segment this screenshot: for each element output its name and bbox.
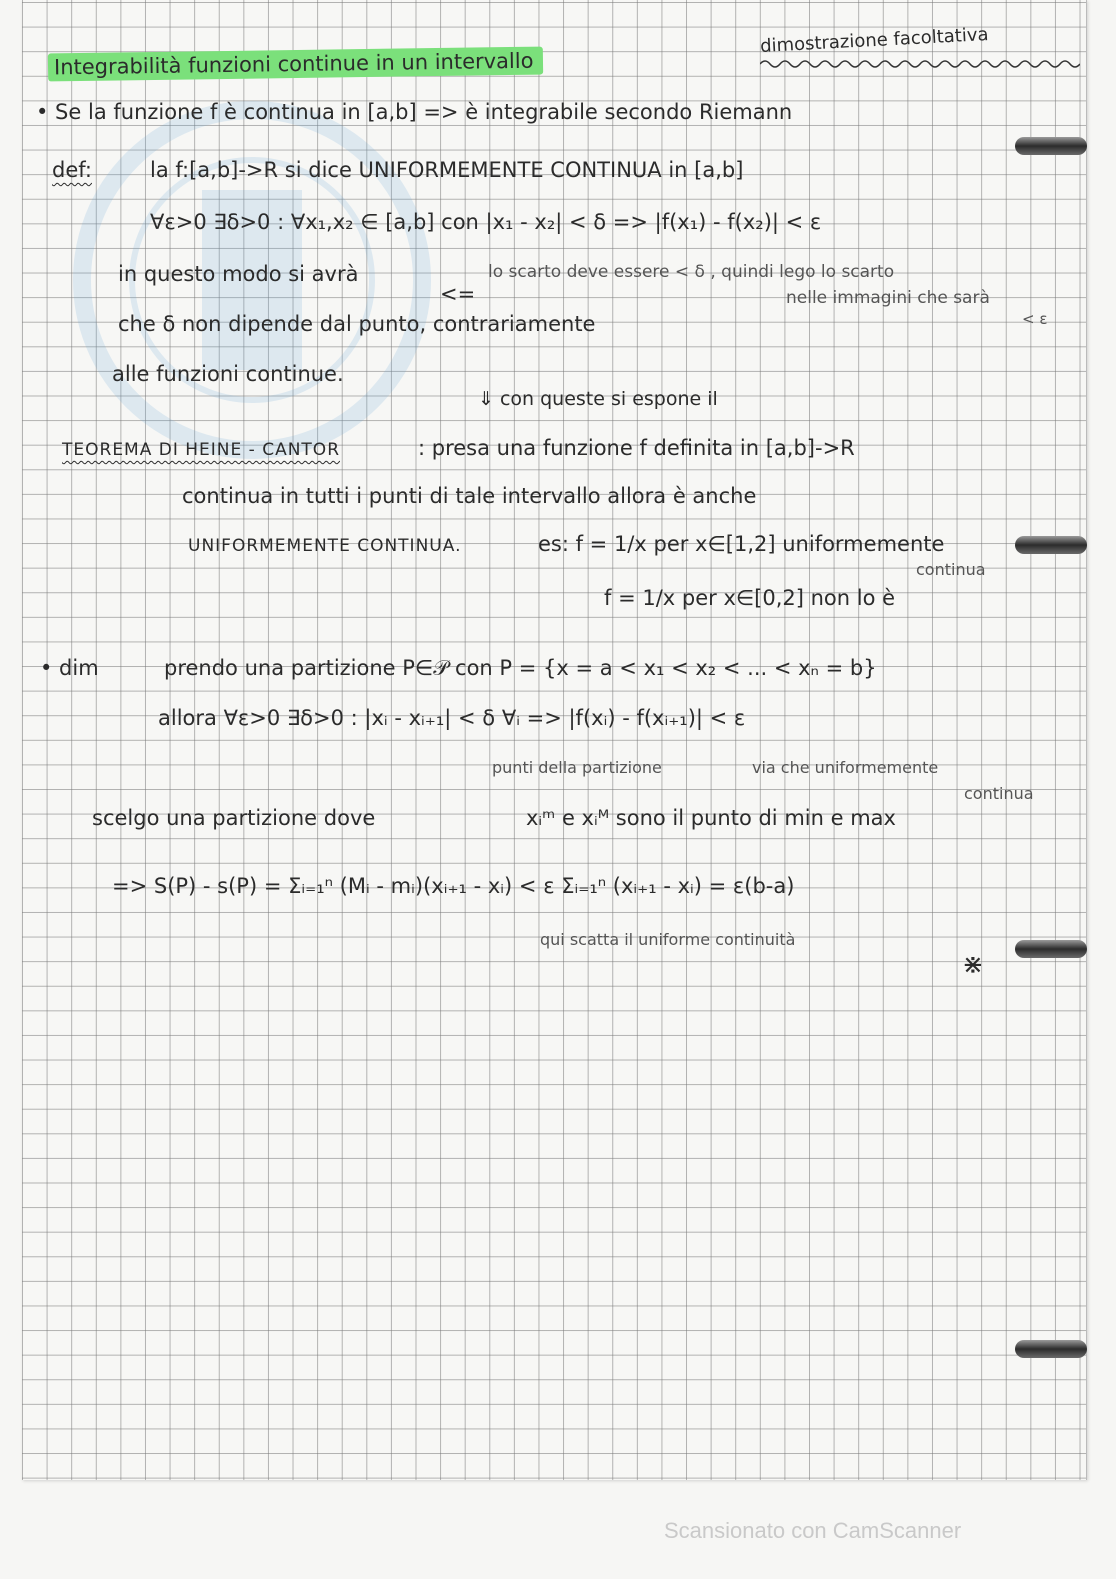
definition-line: la f:[a,b]->R si dice UNIFORMEMENTE CONTINUA in [a,b]: [150, 158, 744, 182]
proof-line: allora ∀ε>0 ∃δ>0 : |xᵢ - xᵢ₊₁| < δ ∀ᵢ => |f(xᵢ) - f(xᵢ₊₁)| < ε: [158, 706, 746, 730]
wavy-underline: [760, 58, 1080, 70]
binder-ring: [1015, 536, 1087, 554]
annotation-line: lo scarto deve essere < δ , quindi lego lo scarto: [488, 262, 895, 282]
definition-formula: ∀ε>0 ∃δ>0 : ∀x₁,x₂ ∈ [a,b] con |x₁ - x₂| < δ => |f(x₁) - f(x₂)| < ε: [150, 210, 822, 234]
note-line: in questo modo si avrà: [118, 262, 359, 286]
example-line: continua: [916, 560, 986, 579]
theorem-line: continua in tutti i punti di tale intervallo allora è anche: [182, 484, 757, 508]
proof-line: prendo una partizione P∈𝒫 con P = {x = a < x₁ < x₂ < ... < xₙ = b}: [164, 656, 877, 680]
page-title: Integrabilità funzioni continue in un intervallo: [48, 47, 544, 82]
note-line: alle funzioni continue.: [112, 362, 344, 386]
annotation-line: via che uniformemente: [752, 758, 939, 777]
annotation-line: nelle immagini che sarà: [786, 288, 990, 308]
binder-ring: [1015, 137, 1087, 155]
theorem-line: : presa una funzione f definita in [a,b]->R: [418, 436, 855, 460]
note-line: ⇓ con queste si espone il: [478, 388, 718, 410]
example-line: es: f = 1/x per x∈[1,2] uniformemente: [538, 532, 945, 556]
example-line: f = 1/x per x∈[0,2] non lo è: [604, 586, 896, 610]
annotation-line: continua: [964, 784, 1034, 803]
implies-arrow: <=: [440, 282, 476, 306]
proof-formula: => S(P) - s(P) = Σᵢ₌₁ⁿ (Mᵢ - mᵢ)(xᵢ₊₁ - xᵢ) < ε Σᵢ₌₁ⁿ (xᵢ₊₁ - xᵢ) = ε(b-a): [112, 874, 795, 898]
binder-ring: [1015, 940, 1087, 958]
binder-ring: [1015, 1340, 1087, 1358]
theorem-line: UNIFORMEMENTE CONTINUA.: [188, 536, 462, 556]
annotation-line: punti della partizione: [492, 758, 662, 777]
note-line: che δ non dipende dal punto, contrariamente: [118, 312, 596, 336]
proof-line: scelgo una partizione dove: [92, 806, 376, 830]
theorem-title: TEOREMA DI HEINE - CANTOR: [62, 440, 340, 460]
end-of-proof-mark: ⋇: [962, 950, 984, 980]
proof-line: xᵢᵐ e xᵢᴹ sono il punto di min e max: [526, 806, 896, 830]
annotation-line: < ε: [1022, 310, 1048, 328]
scanner-watermark-text: Scansionato con CamScanner: [664, 1518, 962, 1543]
page-subtitle: dimostrazione facoltativa: [759, 24, 990, 57]
proof-label: • dim: [40, 656, 99, 680]
definition-label: def:: [52, 158, 92, 182]
statement-line: • Se la funzione f è continua in [a,b] => è integrabile secondo Riemann: [36, 100, 793, 124]
annotation-line: qui scatta il uniforme continuità: [540, 930, 796, 949]
